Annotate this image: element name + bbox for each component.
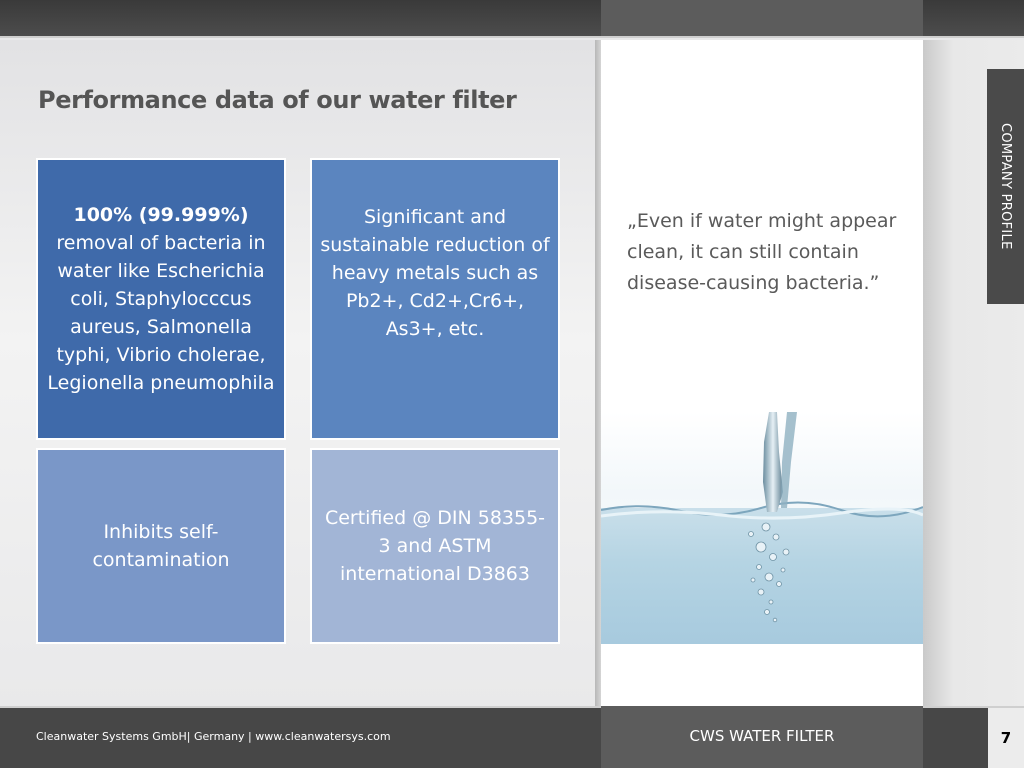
tile-heavy-metals: [310, 158, 560, 440]
top-bar: [0, 0, 1024, 38]
top-bar-segment: [601, 0, 923, 38]
quote-text: „Even if water might appear clean, it can still contain disease-causing bacteria.”: [627, 210, 897, 294]
side-tab-company-profile: [987, 69, 1024, 304]
tile-body: Significant and sustainable reduction of heavy metals such as Pb2+, Cd2+,Cr6+, As3+, etc.: [320, 206, 550, 340]
tile-body: Inhibits self-contamination: [92, 521, 230, 571]
side-tab-label: COMPANY PROFILE: [998, 123, 1013, 250]
tile-body: Certified @ DIN 58355-3 and ASTM international D3863: [324, 507, 546, 585]
top-bar-line: [0, 36, 1024, 38]
tile-body: removal of bacteria in water like Escherichia coli, Staphylocccus aureus, Salmonella typhi, Vibrio cholerae, Legionella pneumophila: [47, 232, 275, 394]
water-splash-image: [601, 412, 923, 644]
tile-certification: [310, 448, 560, 644]
tile-text: [46, 201, 276, 397]
footer-company: Cleanwater Systems GmbH| Germany | www.cleanwatersys.com: [36, 730, 391, 743]
tile-bacteria-removal: [36, 158, 286, 440]
page-number: [988, 708, 1024, 768]
tile-self-contamination: [36, 448, 286, 644]
tile-highlight: 100% (99.999%): [73, 204, 249, 226]
page-number-label: 7: [1000, 729, 1012, 747]
footer-product-name: CWS WATER FILTER: [689, 727, 835, 745]
page-title: Performance data of our water filter: [38, 86, 517, 114]
